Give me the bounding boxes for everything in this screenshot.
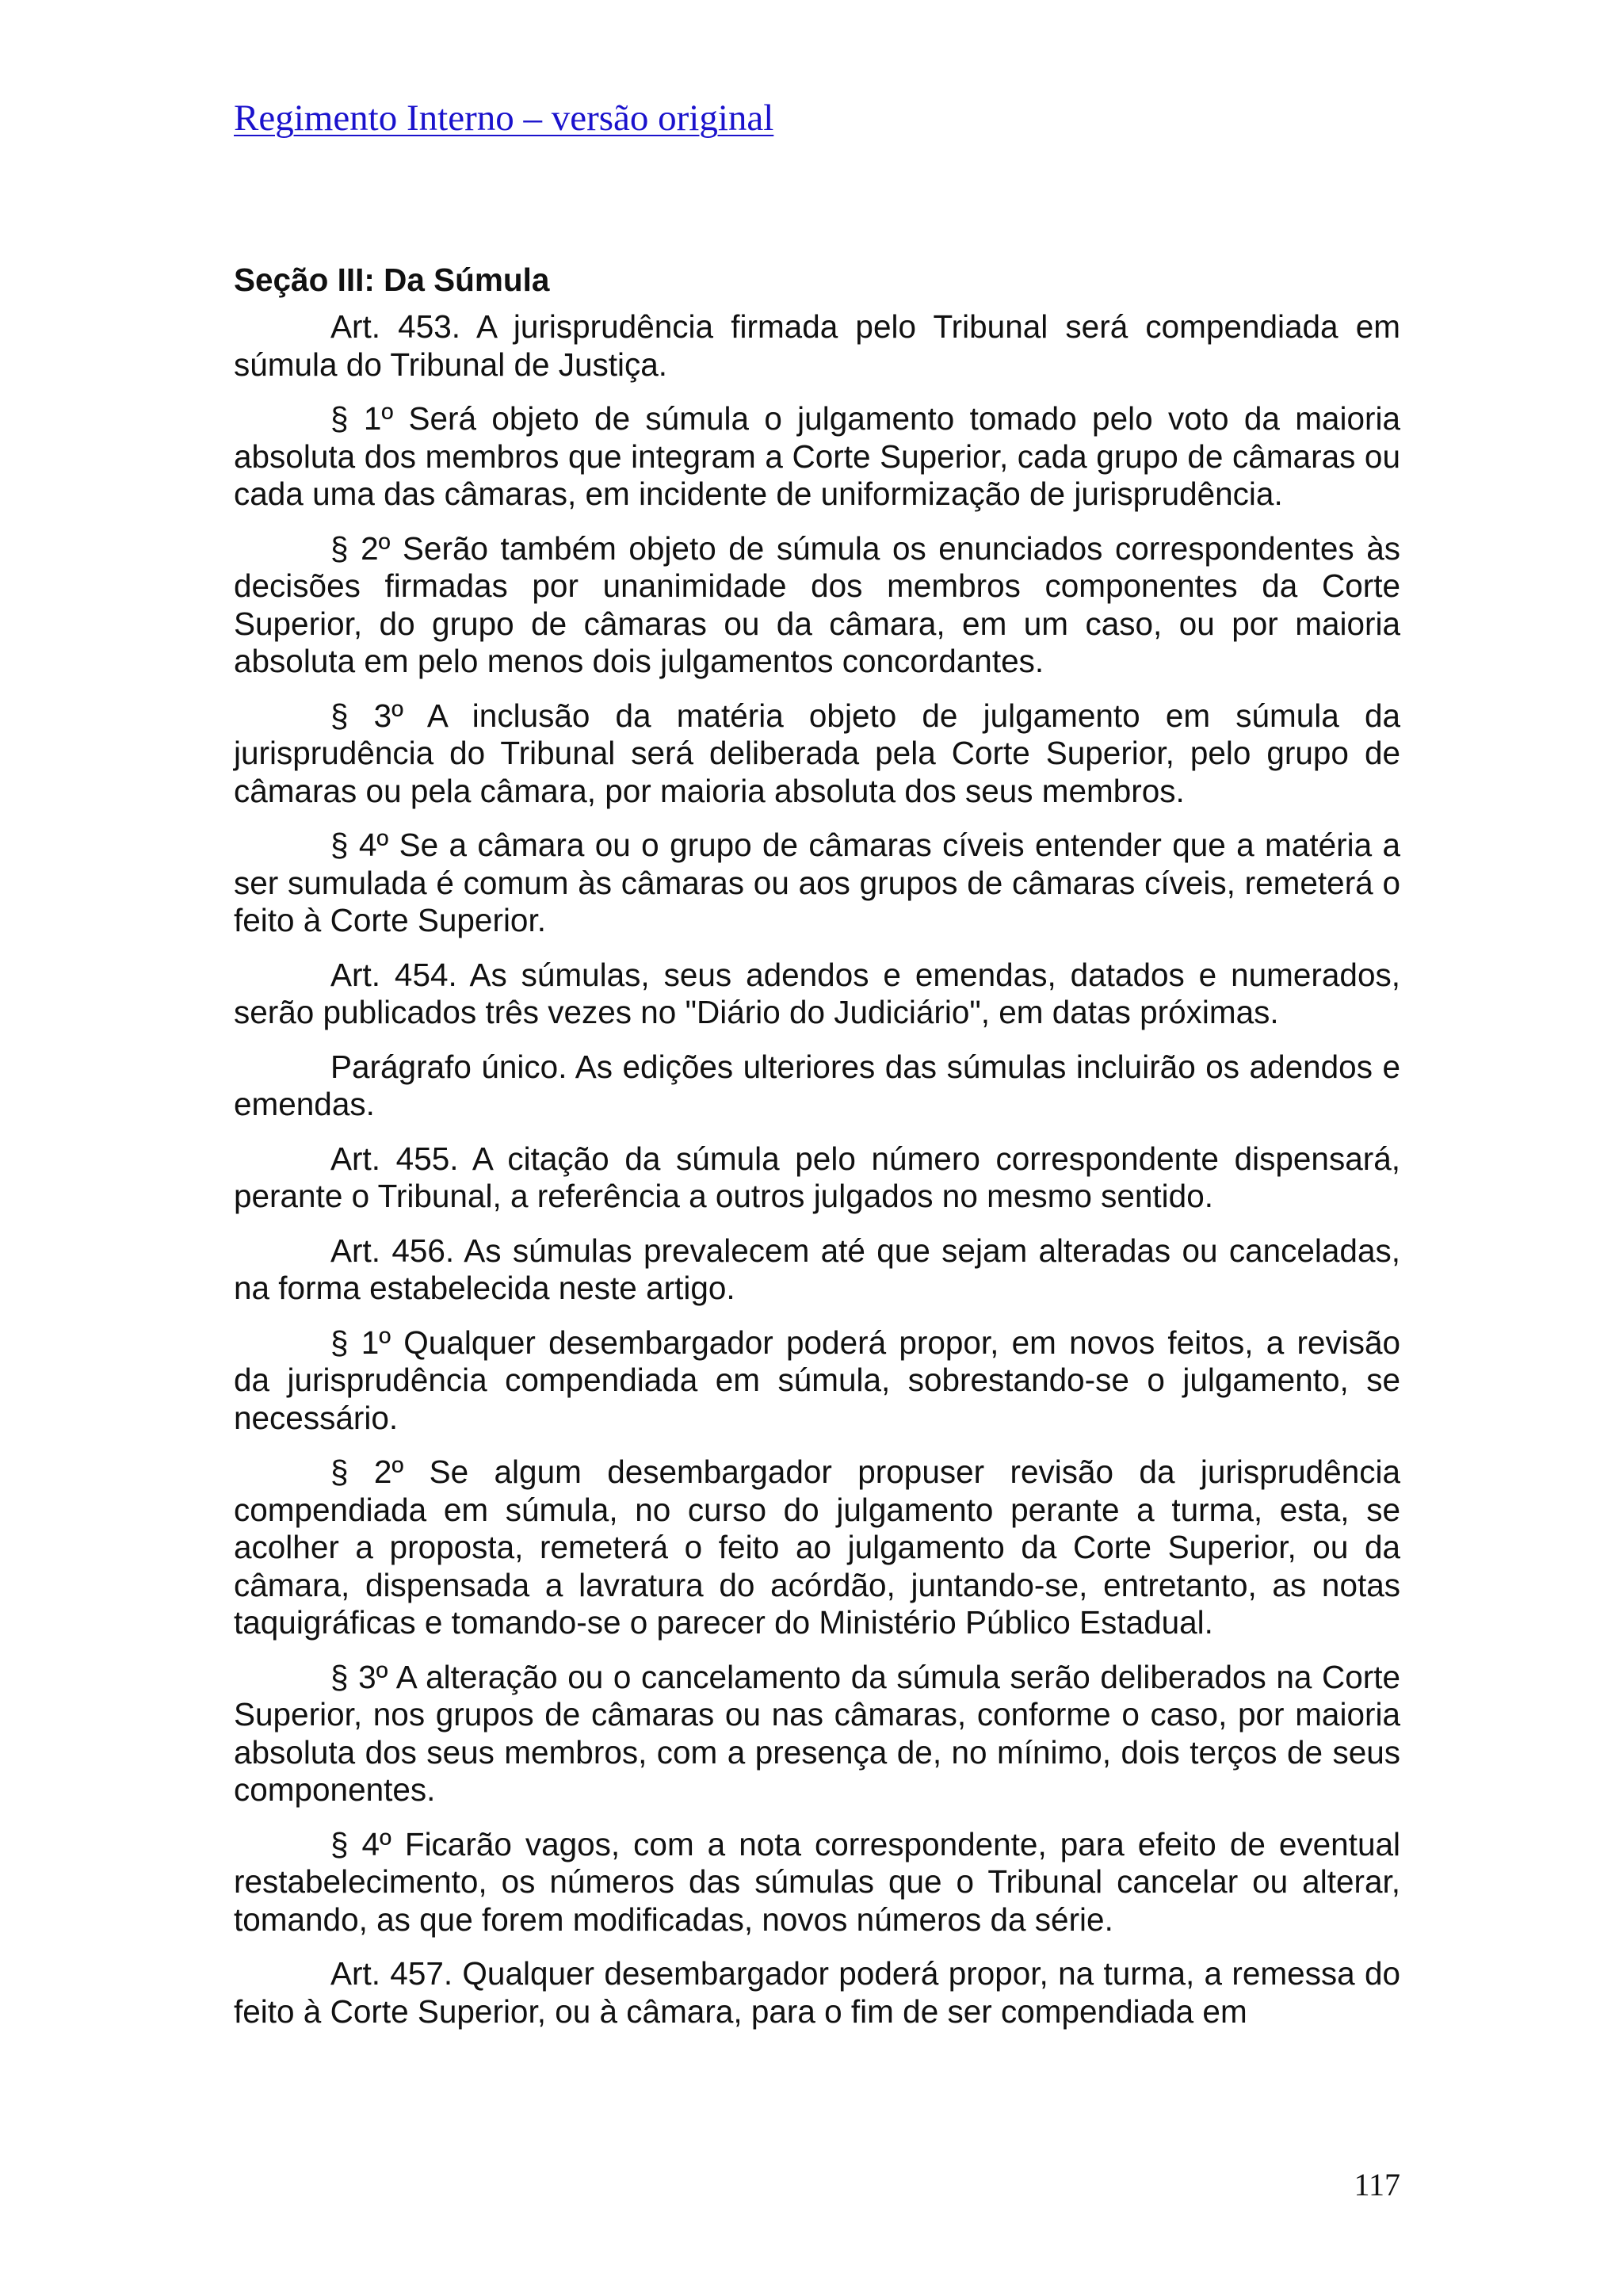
paragraph-art-453-par-3: § 3º A inclusão da matéria objeto de julgamento em súmula da jurisprudência do Tribunal será deliberada pela Corte Superior, pelo grupo de câmaras ou pela câmara, por maioria absoluta dos seus membros. bbox=[234, 697, 1400, 809]
paragraph-art-456-par-1: § 1º Qualquer desembargador poderá propor, em novos feitos, a revisão da jurisprudência compendiada em súmula, sobrestando-se o julgamento, se necessário. bbox=[234, 1324, 1400, 1436]
paragraph-art-456-par-4: § 4º Ficarão vagos, com a nota correspondente, para efeito de eventual restabelecimento, os números das súmulas que o Tribunal cancelar ou alterar, tomando, as que forem modificadas, novos números da série. bbox=[234, 1825, 1400, 1938]
paragraph-art-453-par-1: § 1º Será objeto de súmula o julgamento tomado pelo voto da maioria absoluta dos membros que integram a Corte Superior, cada grupo de câmaras ou cada uma das câmaras, em incidente de uniformização de jurisprudência. bbox=[234, 400, 1400, 512]
section-title: Seção III: Da Súmula bbox=[234, 262, 550, 298]
paragraph-art-454: Art. 454. As súmulas, seus adendos e emendas, datados e numerados, serão publicados três vezes no "Diário do Judiciário", em datas próximas. bbox=[234, 956, 1400, 1030]
paragraph-art-455: Art. 455. A citação da súmula pelo número correspondente dispensará, perante o Tribunal, a referência a outros julgados no mesmo sentido. bbox=[234, 1140, 1400, 1214]
paragraph-art-453: Art. 453. A jurisprudência firmada pelo Tribunal será compendiada em súmula do Tribunal de Justiça. bbox=[234, 308, 1400, 383]
paragraph-art-456-par-2: § 2º Se algum desembargador propuser revisão da jurisprudência compendiada em súmula, no curso do julgamento perante a turma, esta, se acolher a proposta, remeterá o feito ao julgamento da Corte Superior, ou da câmara, dispensada a lavratura do acórdão, juntando-se, entretanto, as notas taquigráficas e tomando-se o parecer do Ministério Público Estadual. bbox=[234, 1454, 1400, 1641]
paragraph-art-453-par-2: § 2º Serão também objeto de súmula os enunciados correspondentes às decisões firmadas por unanimidade dos membros componentes da Corte Superior, do grupo de câmaras ou da câmara, em um caso, ou por maioria absoluta em pelo menos dois julgamentos concordantes. bbox=[234, 529, 1400, 679]
paragraph-art-457: Art. 457. Qualquer desembargador poderá propor, na turma, a remessa do feito à Corte Superior, ou à câmara, para o fim de ser compendiada em bbox=[234, 1955, 1400, 2030]
document-body bbox=[234, 262, 1400, 2030]
header-link[interactable]: Regimento Interno – versão original bbox=[234, 97, 774, 139]
paragraph-art-456-par-3: § 3º A alteração ou o cancelamento da súmula serão deliberados na Corte Superior, nos grupos de câmaras ou nas câmaras, conforme o caso, por maioria absoluta dos seus membros, com a presença de, no mínimo, dois terços de seus componentes. bbox=[234, 1658, 1400, 1808]
page-number: 117 bbox=[1354, 2167, 1400, 2202]
paragraph-art-454-sole: Parágrafo único. As edições ulteriores das súmulas incluirão os adendos e emendas. bbox=[234, 1048, 1400, 1122]
paragraph-art-456: Art. 456. As súmulas prevalecem até que sejam alteradas ou canceladas, na forma estabelecida neste artigo. bbox=[234, 1232, 1400, 1306]
paragraph-art-453-par-4: § 4º Se a câmara ou o grupo de câmaras cíveis entender que a matéria a ser sumulada é comum às câmaras ou aos grupos de câmaras cíveis, remeterá o feito à Corte Superior. bbox=[234, 827, 1400, 938]
